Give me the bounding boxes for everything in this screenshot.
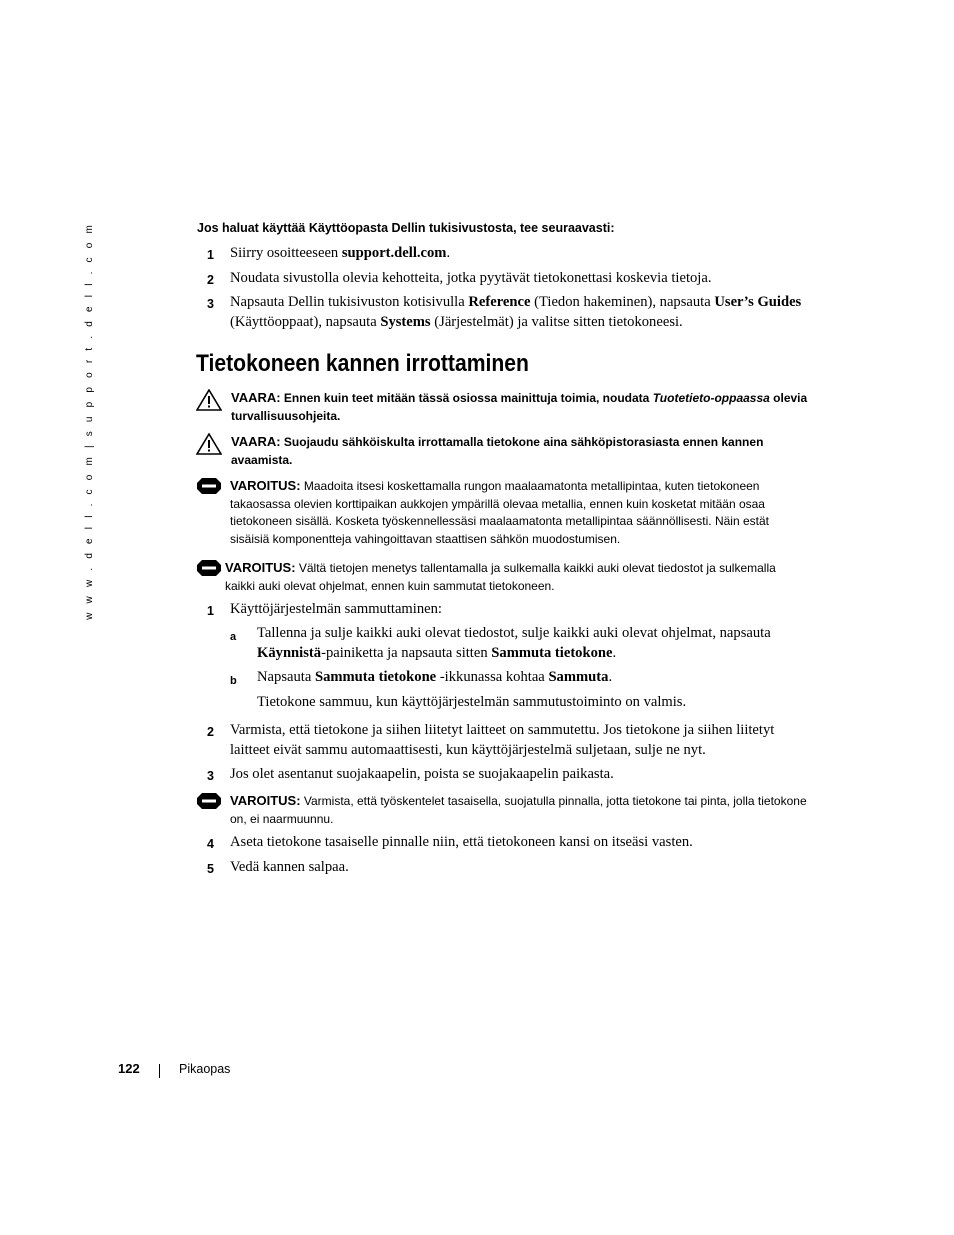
sub-step-letter: b xyxy=(230,675,237,687)
footer-separator xyxy=(159,1064,160,1078)
support-step-2: 2 Noudata sivustolla olevia kehotteita, jotka pyytävät tietokonettasi koskevia tietoja. xyxy=(207,269,807,289)
step-5: 5 Vedä kannen salpaa. xyxy=(207,858,807,878)
caution-stop-icon xyxy=(196,792,222,816)
intro-text: Jos haluat käyttää Käyttöopasta Dellin tukisivustosta, tee seuraavasti: xyxy=(197,221,615,235)
support-link[interactable]: support.dell.com xyxy=(341,245,447,261)
step-1a: a Tallenna ja sulje kaikki auki olevat tiedostot, sulje kaikki auki olevat ohjelmat, napsauta Käynnistä-painiketta ja napsauta sitten Sammuta tietokone. xyxy=(230,625,771,661)
step-number: 1 xyxy=(207,604,214,618)
step-1: 1 Käyttöjärjestelmän sammuttaminen: xyxy=(207,600,807,620)
support-step-1: 1 Siirry osoitteeseen support.dell.com. xyxy=(207,244,807,264)
warning-triangle-icon xyxy=(196,433,222,461)
warning-triangle-icon xyxy=(196,389,222,417)
support-step-3: 3 Napsauta Dellin tukisivuston kotisivulla Reference (Tiedon hakeminen), napsauta User’s Guides (Käyttöoppaat), napsauta Systems (Järjestelmät) ja valitse sitten tietokoneesi. xyxy=(207,294,802,330)
step-number: 1 xyxy=(207,248,214,262)
step-number: 4 xyxy=(207,837,214,851)
step-3: 3 Jos olet asentanut suojakaapelin, poista se suojakaapelin paikasta. xyxy=(207,765,807,785)
step-number: 3 xyxy=(207,769,214,783)
page-number: 122 xyxy=(118,1061,140,1076)
step-number: 2 xyxy=(207,725,214,739)
side-url: w w w . d e l l . c o m | s u p p o r t . d e l l . c o m xyxy=(84,222,95,620)
caution-stop-icon xyxy=(196,559,222,583)
warning-notice-2: VAARA: Suojaudu sähköiskulta irrottamalla tietokone aina sähköpistorasiasta ennen kannen avaamista. xyxy=(196,433,808,469)
step-1b-note: Tietokone sammuu, kun käyttöjärjestelmän sammutustoiminto on valmis. xyxy=(257,694,687,710)
step-number: 2 xyxy=(207,273,214,287)
section-heading: Tietokoneen kannen irrottaminen xyxy=(196,350,529,377)
caution-stop-icon xyxy=(196,477,222,501)
footer-title: Pikaopas xyxy=(179,1062,231,1076)
caution-notice-2: VAROITUS: Vältä tietojen menetys tallentamalla ja sulkemalla kaikki auki olevat tiedostot ja sulkemalla kaikki auki olevat ohjelmat, ennen kuin sammutat tietokoneen. xyxy=(196,559,808,595)
sub-step-letter: a xyxy=(230,631,237,643)
caution-notice-1: VAROITUS: Maadoita itsesi koskettamalla rungon maalaamatonta metallipintaa, kuten tietokoneen takaosassa olevien korttipaikan aukkojen ympärillä olevaa metallia, ennen kuin kosketat mitään osaa tietokoneen sisällä. Kosketa työskennellessäsi maalaamatonta metallipintaa säännöllisesti. Näin estät sisäisiä komponentteja vahingoittavan staattisen sähkön muodostumisen. xyxy=(196,477,808,548)
caution-notice-3: VAROITUS: Varmista, että työskentelet tasaisella, suojatulla pinnalla, jotta tietokone tai pinta, jolla tietokone on, ei naarmuunnu. xyxy=(196,792,808,828)
step-4: 4 Aseta tietokone tasaiselle pinnalle niin, että tietokoneen kansi on itseäsi vasten. xyxy=(207,833,807,853)
step-number: 3 xyxy=(207,297,214,311)
warning-notice-1: VAARA: Ennen kuin teet mitään tässä osiossa mainittuja toimia, noudata Tuotetieto-oppaassa olevia turvallisuusohjeita. xyxy=(196,389,808,425)
step-2: 2 Varmista, että tietokone ja siihen liitetyt laitteet on sammutettu. Jos tietokone ja siihen liitetyt laitteet eivät sammu automaattisesti, kun käyttöjärjestelmä suljetaan, sulje ne nyt. xyxy=(207,722,775,758)
step-number: 5 xyxy=(207,862,214,876)
step-1b: b Napsauta Sammuta tietokone -ikkunassa kohtaa Sammuta. xyxy=(230,668,810,688)
